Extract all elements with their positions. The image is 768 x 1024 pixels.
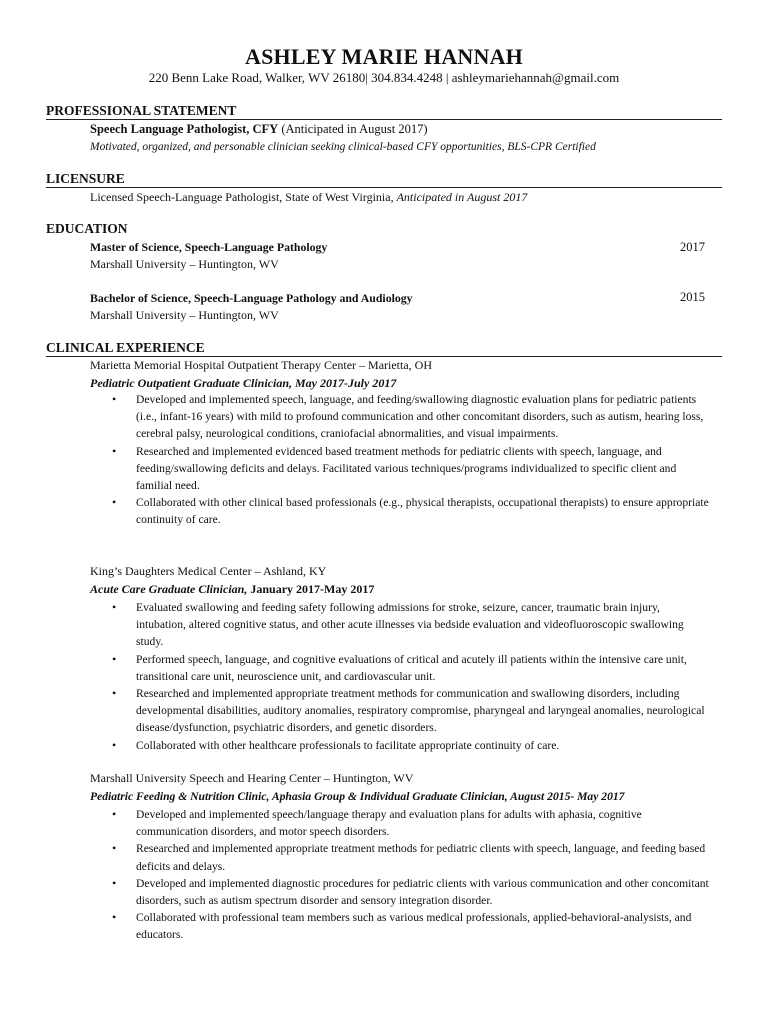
job-duty: • Collaborated with other clinical based professionals (e.g., physical therapists, occupational therapists) to ensure appropriate continuity of care. [112, 494, 712, 528]
professional-summary: Motivated, organized, and personable clinician seeking clinical-based CFY opportunities, BLS-CPR Certified [90, 141, 596, 153]
job-role-dates: January 2017-May 2017 [247, 582, 375, 596]
job-duties-list [112, 391, 712, 529]
job-duty: • Researched and implemented appropriate treatment methods for pediatric clients with speech, language, and feeding based deficits and delays. [112, 840, 712, 874]
job-role-title: Pediatric Feeding & Nutrition Clinic, Aphasia Group & Individual Graduate Clinician, August 2015- May 2017 [90, 790, 625, 803]
education-year: 2015 [680, 290, 705, 304]
professional-title-bold: Speech Language Pathologist, CFY [90, 122, 279, 136]
licensure-item [90, 190, 527, 205]
applicant-name: ASHLEY MARIE HANNAH [244, 44, 523, 69]
professional-title [90, 122, 428, 137]
professional-title-note: (Anticipated in August 2017) [278, 122, 428, 136]
job-role-title: Acute Care Graduate Clinician, [90, 582, 248, 596]
job-duty: • Developed and implemented diagnostic procedures for pediatric clients with various communication and other concomitant disorders, such as autism spectrum disorder and sensory integration disorder. [112, 875, 712, 909]
job-location: Marietta Memorial Hospital Outpatient Therapy Center – Marietta, OH [90, 358, 433, 372]
education-school: Marshall University – Huntington, WV [90, 308, 279, 322]
job-duty: • Collaborated with other healthcare professionals to facilitate appropriate continuity of care. [112, 737, 712, 754]
education-degree: Master of Science, Speech-Language Pathology [90, 240, 328, 254]
job-role [90, 582, 374, 597]
education-school: Marshall University – Huntington, WV [90, 257, 279, 271]
job-duty: • Collaborated with professional team members such as various medical professionals, applied-behavioral-analysists, and educators. [112, 909, 712, 943]
job-duties-list [112, 806, 712, 944]
job-location: Marshall University Speech and Hearing Center – Huntington, WV [90, 771, 414, 785]
licensure-text: Licensed Speech-Language Pathologist, State of West Virginia, [90, 190, 397, 204]
job-duty: • Researched and implemented appropriate treatment methods for communication and swallowing disorders, including developmental disabilities, auditory anomalies, respiratory compromise, pharyngeal and laryngeal anomalies, neurological disease/dysfunction, psychiatric disorders, and genetic disorders. [112, 685, 712, 737]
education-year: 2017 [680, 240, 705, 254]
licensure-status: Anticipated in August 2017 [396, 190, 528, 204]
contact-line: 220 Benn Lake Road, Walker, WV 26180| 304.834.4248 | ashleymariehannah@gmail.com [148, 70, 620, 85]
job-duty: • Performed speech, language, and cognitive evaluations of critical and acutely ill patients within the intensive care unit, transitional care unit, neuroscience unit, and cardiovascular unit. [112, 651, 712, 685]
job-location: King’s Daughters Medical Center – Ashland, KY [90, 564, 327, 578]
section-heading-professional-statement: PROFESSIONAL STATEMENT [46, 103, 722, 120]
job-role-title: Pediatric Outpatient Graduate Clinician, May 2017-July 2017 [90, 376, 397, 390]
education-degree: Bachelor of Science, Speech-Language Pathology and Audiology [90, 291, 413, 305]
job-duty: • Developed and implemented speech, language, and feeding/swallowing diagnostic evaluation plans for pediatric patients (i.e., infant-16 years) with mild to profound communication and other concomitant disorders, such as autism, hearing loss, cerebral palsy, neurological conditions, craniofacial abnormalities, and visual impairments. [112, 391, 712, 443]
job-duties-list [112, 599, 712, 754]
job-role [90, 789, 624, 804]
job-duty: • Evaluated swallowing and feeding safety following admissions for stroke, seizure, cancer, traumatic brain injury, intubation, altered cognitive status, and other acute illnesses via bedside evaluation and videofluoroscopic swallowing study. [112, 599, 712, 651]
job-duty: • Researched and implemented evidenced based treatment methods for pediatric clients with speech, language, and feeding/swallowing deficits and delays. Facilitated various techniques/programs individualized to specific client and familial need. [112, 443, 712, 495]
section-heading-clinical-experience: CLINICAL EXPERIENCE [46, 340, 722, 357]
section-heading-licensure: LICENSURE [46, 171, 722, 188]
job-duty: • Developed and implemented speech/language therapy and evaluation plans for adults with aphasia, cognitive communication disorders, and motor speech disorders. [112, 806, 712, 840]
job-role [90, 376, 396, 391]
section-heading-education: EDUCATION [46, 221, 128, 236]
